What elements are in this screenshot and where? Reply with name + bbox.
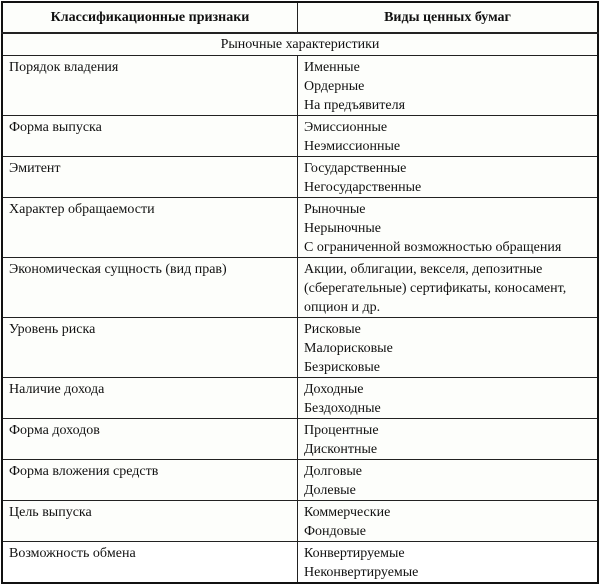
security-type: Негосударственные bbox=[304, 180, 422, 195]
security-type: Рисковые bbox=[304, 322, 361, 337]
security-type: Бездоходные bbox=[304, 401, 381, 416]
table-row bbox=[2, 419, 598, 460]
security-type: Государственные bbox=[304, 161, 407, 176]
security-type: С ограниченной возможностью обращения bbox=[304, 240, 562, 255]
table-row bbox=[2, 501, 598, 542]
security-type: Нерыночные bbox=[304, 221, 382, 236]
table-row bbox=[2, 542, 598, 584]
feature-cell: Экономическая сущность (вид прав) bbox=[2, 258, 298, 318]
types-cell bbox=[298, 419, 599, 460]
types-cell bbox=[298, 460, 599, 501]
security-type: Именные bbox=[304, 60, 360, 75]
table-row bbox=[2, 56, 598, 116]
types-cell bbox=[298, 157, 599, 198]
security-type: Неконвертируемые bbox=[304, 565, 419, 580]
types-cell bbox=[298, 116, 599, 157]
security-type: Конвертируемые bbox=[304, 546, 405, 561]
table-row bbox=[2, 460, 598, 501]
types-cell bbox=[298, 378, 599, 419]
security-type: На предъявителя bbox=[304, 98, 406, 113]
types-cell bbox=[298, 198, 599, 258]
security-type: Дисконтные bbox=[304, 442, 378, 457]
security-type: (сберегательные) сертификаты, коносамент, bbox=[304, 281, 567, 296]
security-type: Эмиссионные bbox=[304, 120, 388, 135]
feature-cell: Порядок владения bbox=[2, 56, 298, 116]
types-cell bbox=[298, 501, 599, 542]
feature-cell: Характер обращаемости bbox=[2, 198, 298, 258]
security-type: Долевые bbox=[304, 483, 356, 498]
security-type: Доходные bbox=[304, 382, 364, 397]
securities-classification-table bbox=[1, 1, 599, 584]
security-type: опцион и др. bbox=[304, 300, 381, 315]
feature-cell: Форма выпуска bbox=[2, 116, 298, 157]
table-row bbox=[2, 378, 598, 419]
feature-cell: Уровень риска bbox=[2, 318, 298, 378]
types-cell bbox=[298, 258, 599, 318]
table-row bbox=[2, 318, 598, 378]
types-cell bbox=[298, 318, 599, 378]
feature-cell: Возможность обмена bbox=[2, 542, 298, 584]
security-type: Ордерные bbox=[304, 79, 365, 94]
types-cell bbox=[298, 542, 599, 584]
types-cell bbox=[298, 56, 599, 116]
table-row bbox=[2, 116, 598, 157]
feature-cell: Форма вложения средств bbox=[2, 460, 298, 501]
feature-cell: Эмитент bbox=[2, 157, 298, 198]
header-classification-features: Классификационные признаки bbox=[2, 2, 298, 33]
header-row bbox=[2, 2, 598, 33]
section-row bbox=[2, 33, 598, 56]
section-title: Рыночные характеристики bbox=[2, 33, 598, 56]
feature-cell: Наличие дохода bbox=[2, 378, 298, 419]
security-type: Рыночные bbox=[304, 202, 366, 217]
feature-cell: Цель выпуска bbox=[2, 501, 298, 542]
security-type: Малорисковые bbox=[304, 341, 393, 356]
security-type: Коммерческие bbox=[304, 505, 391, 520]
table-row bbox=[2, 198, 598, 258]
table-row bbox=[2, 258, 598, 318]
table-row bbox=[2, 157, 598, 198]
security-type: Безрисковые bbox=[304, 360, 380, 375]
feature-cell: Форма доходов bbox=[2, 419, 298, 460]
security-type: Долговые bbox=[304, 464, 362, 479]
security-type: Неэмиссионные bbox=[304, 139, 401, 154]
security-type: Фондовые bbox=[304, 524, 366, 539]
document-page bbox=[0, 1, 600, 580]
security-type: Акции, облигации, векселя, депозитные bbox=[304, 262, 543, 277]
header-security-types: Виды ценных бумаг bbox=[298, 2, 599, 33]
security-type: Процентные bbox=[304, 423, 379, 438]
